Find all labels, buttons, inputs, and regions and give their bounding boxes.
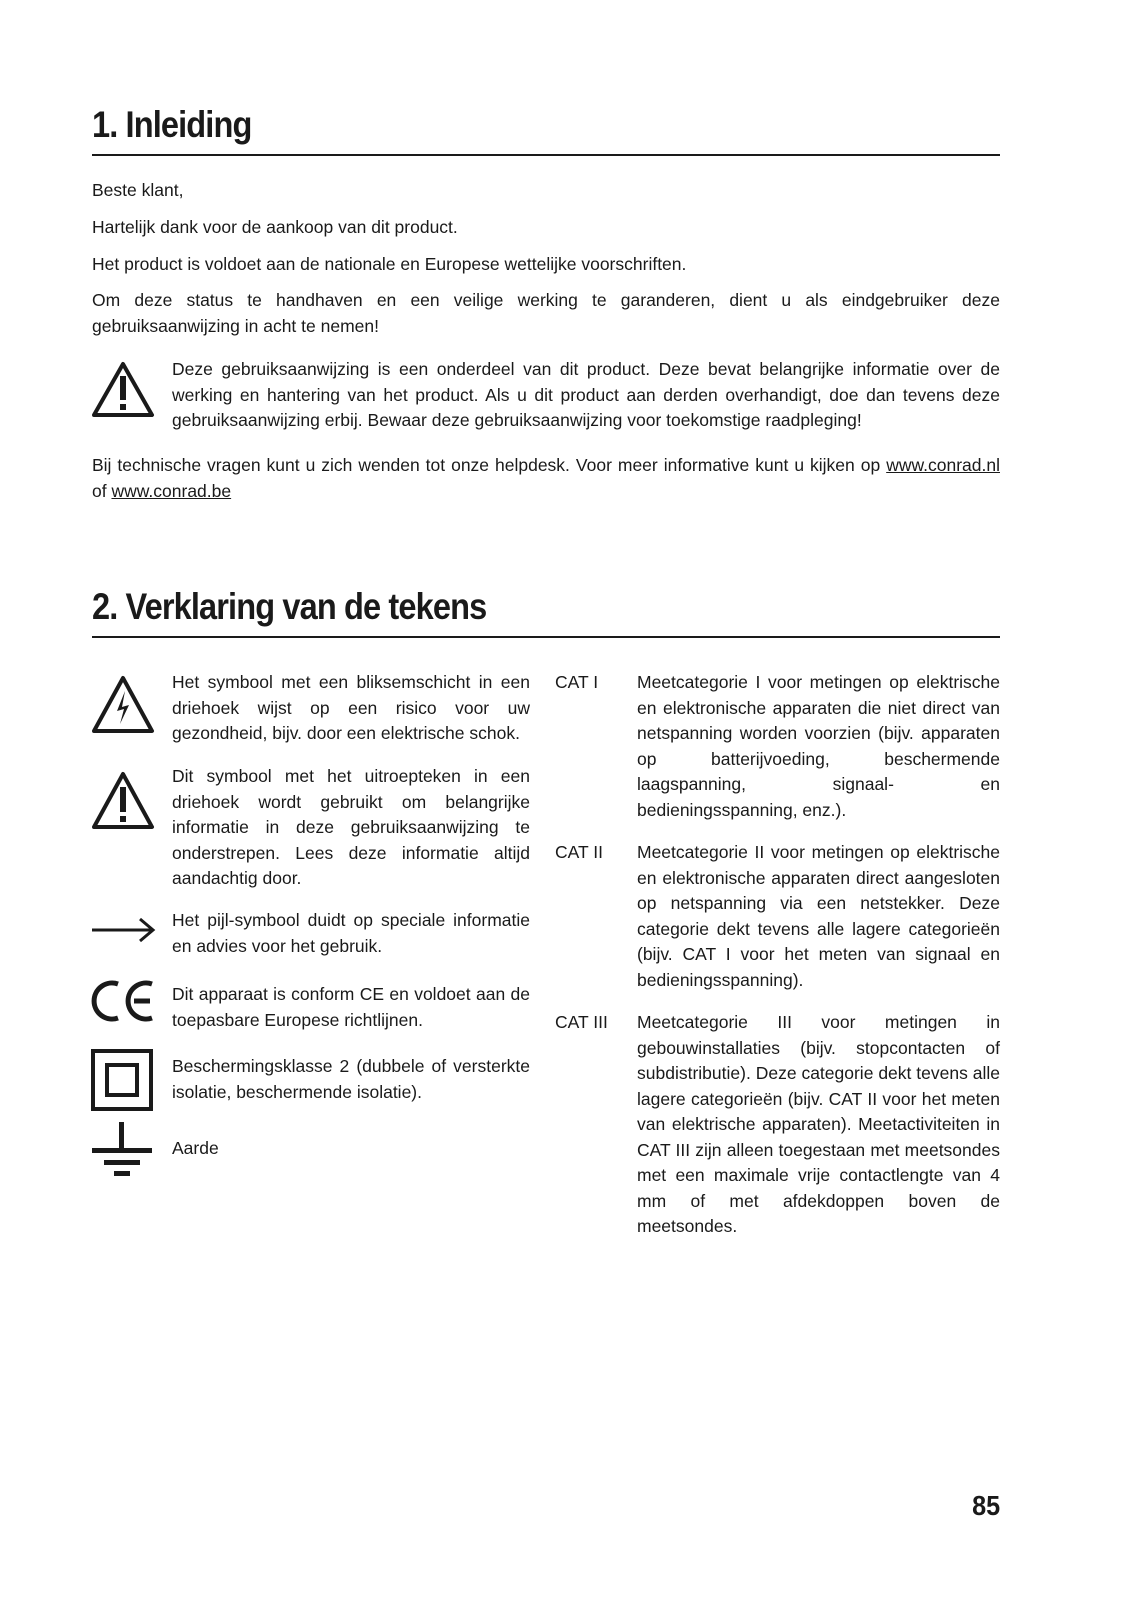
cat-3-label: CAT III	[555, 1012, 608, 1032]
greeting: Beste klant,	[92, 180, 184, 200]
page-number: 85	[971, 1490, 1000, 1521]
arrow-right-icon	[90, 916, 156, 949]
section-2-rule	[92, 636, 1000, 638]
ce-mark-icon	[90, 976, 156, 1031]
symbol-text-ground: Aarde	[172, 1138, 219, 1158]
thanks-text: Hartelijk dank voor de aankoop van dit product.	[92, 217, 458, 237]
exclamation-triangle-icon	[90, 770, 156, 837]
warning-text: Deze gebruiksaanwijzing is een onderdeel van dit product. Deze bevat belangrijke informatie over de werking en hantering van het product. Als u dit product aan derden overhandigt, doe dan tevens deze gebruiksaanwijzing erbij. Bewaar deze gebruiksaanwijzing voor toekomstige raadpleging!	[172, 359, 1000, 430]
symbol-text-ce: Dit apparaat is conform CE en voldoet aan de toepasbare Europese richtlijnen.	[172, 984, 530, 1030]
symbol-text-lightning: Het symbool met een bliksemschicht in een driehoek wijst op een risico voor uw gezondheid, bijv. door een elektrische schok.	[172, 672, 530, 743]
symbol-text-arrow: Het pijl-symbool duidt op speciale informatie en advies voor het gebruik.	[172, 910, 530, 956]
cat-1-text: Meetcategorie I voor metingen op elektrische en elektronische apparaten die niet direct van netspanning worden voorzien (bijv. apparaten op batterijvoeding, beschermende laagspanning, signaal- en bedieningsspanning, enz.).	[637, 672, 1000, 820]
conrad-nl-link[interactable]: www.conrad.nl	[886, 455, 1000, 475]
cat-3-text: Meetcategorie III voor metingen in gebouwinstallaties (bijv. stopcontacten of subdistributie). Deze categorie dekt tevens alle lagere categorieën (bijv. CAT II voor het meten van elektrische apparaten). Meetactiviteiten in CAT III zijn alleen toegestaan met meetsondes met een maximale vrije contactlengte van 4 mm of met afdekdoppen boven de meetsondes.	[637, 1012, 1000, 1236]
cat-1-label: CAT I	[555, 672, 599, 692]
ground-icon	[90, 1122, 154, 1183]
helpdesk-text: Bij technische vragen kunt u zich wenden tot onze helpdesk. Voor meer informative kunt u kijken op www.conrad.nl of www.conrad.be	[92, 455, 1000, 501]
status-text: Om deze status te handhaven en een veilige werking te garanderen, dient u als eindgebruiker deze gebruiksaanwijzing in acht te nemen!	[92, 290, 1000, 336]
cat-2-label: CAT II	[555, 842, 603, 862]
cat-2-text: Meetcategorie II voor metingen op elektrische en elektronische apparaten direct aangesloten op netspanning via een netstekker. Deze categorie dekt tevens alle lagere categorieën (bijv. CAT I voor het meten van signaal en bedieningsspanning).	[637, 842, 1000, 990]
double-square-icon	[90, 1048, 154, 1117]
section-1-title: 1. Inleiding	[92, 104, 252, 145]
conrad-be-link[interactable]: www.conrad.be	[111, 480, 232, 501]
lightning-triangle-icon	[90, 674, 156, 741]
section-2-title: 2. Verklaring van de tekens	[92, 586, 487, 627]
symbol-text-exclamation: Dit symbool met het uitroepteken in een driehoek wordt gebruikt om belangrijke informatie in deze gebruiksaanwijzing te onderstrepen. Lees deze informatie altijd aandachtig door.	[172, 766, 530, 888]
section-1-rule	[92, 154, 1000, 156]
exclamation-triangle-icon	[90, 360, 156, 425]
compliance-text: Het product is voldoet aan de nationale en Europese wettelijke voorschriften.	[92, 254, 687, 274]
symbol-text-class2: Beschermingsklasse 2 (dubbele of versterkte isolatie, beschermende isolatie).	[172, 1056, 530, 1102]
